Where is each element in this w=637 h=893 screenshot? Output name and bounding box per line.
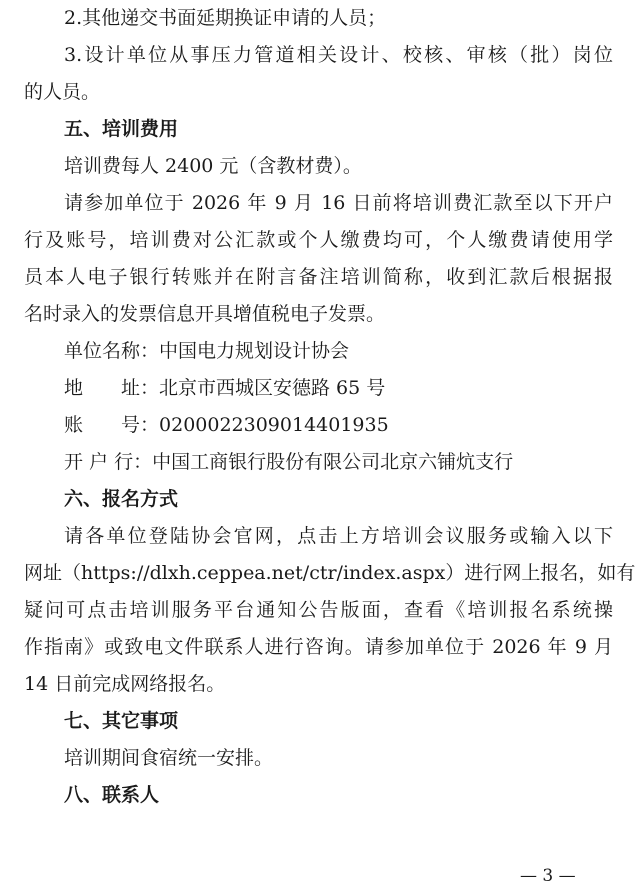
section-heading-other: 七、其它事项: [64, 710, 179, 732]
registration-paragraph-line: 疑问可点击培训服务平台通知公告版面，查看《培训报名系统操: [24, 599, 613, 621]
registration-paragraph-line: 请各单位登陆协会官网，点击上方培训会议服务或输入以下: [64, 525, 613, 547]
payment-paragraph-line: 员本人电子银行转账并在附言备注培训简称，收到汇款后根据报: [24, 266, 613, 288]
account-bank: [24, 444, 613, 481]
account-field-label: 单位名称：: [64, 340, 160, 362]
account-number: [24, 407, 613, 444]
payment-paragraph-line: 名时录入的发票信息开具增值税电子发票。: [24, 303, 386, 325]
account-field-value: 北京市西城区安德路 65 号: [159, 377, 386, 399]
other-matters-text: 培训期间食宿统一安排。: [64, 747, 274, 769]
account-field-value: 中国工商银行股份有限公司北京六铺炕支行: [152, 451, 514, 473]
list-item-2: 2.其他递交书面延期换证申请的人员；: [64, 7, 387, 29]
account-unit-name: [24, 333, 613, 370]
registration-paragraph-line: 14 日前完成网络报名。: [24, 673, 226, 695]
account-field-label: 账 号：: [64, 414, 160, 436]
document-page: [24, 0, 636, 814]
account-field-label: 地 址：: [64, 377, 160, 399]
payment-paragraph-line: 行及账号，培训费对公汇款或个人缴费均可，个人缴费请使用学: [24, 229, 613, 251]
account-field-value: 0200022309014401935: [159, 414, 389, 436]
account-address: [24, 370, 613, 407]
section-heading-contacts: 八、联系人: [64, 784, 160, 806]
registration-url-line: 网址（https://dlxh.ceppea.net/ctr/index.aspx）进行网上报名，如有: [24, 562, 636, 584]
account-field-value: 中国电力规划设计协会: [159, 340, 350, 362]
payment-paragraph-line: 请参加单位于 2026 年 9 月 16 日前将培训费汇款至以下开户: [64, 192, 613, 214]
list-item-3-continued: 的人员。: [24, 81, 101, 103]
fee-amount-text: 培训费每人 2400 元（含教材费）。: [64, 155, 362, 177]
registration-paragraph-line: 作指南》或致电文件联系人进行咨询。请参加单位于 2026 年 9 月: [24, 636, 613, 658]
section-heading-registration: 六、报名方式: [64, 488, 179, 510]
account-field-label: 开 户 行：: [64, 451, 153, 473]
page-number: — 3 —: [520, 866, 576, 886]
section-heading-fees: 五、培训费用: [64, 118, 179, 140]
list-item-3: 3.设计单位从事压力管道相关设计、校核、审核（批）岗位: [64, 44, 613, 66]
